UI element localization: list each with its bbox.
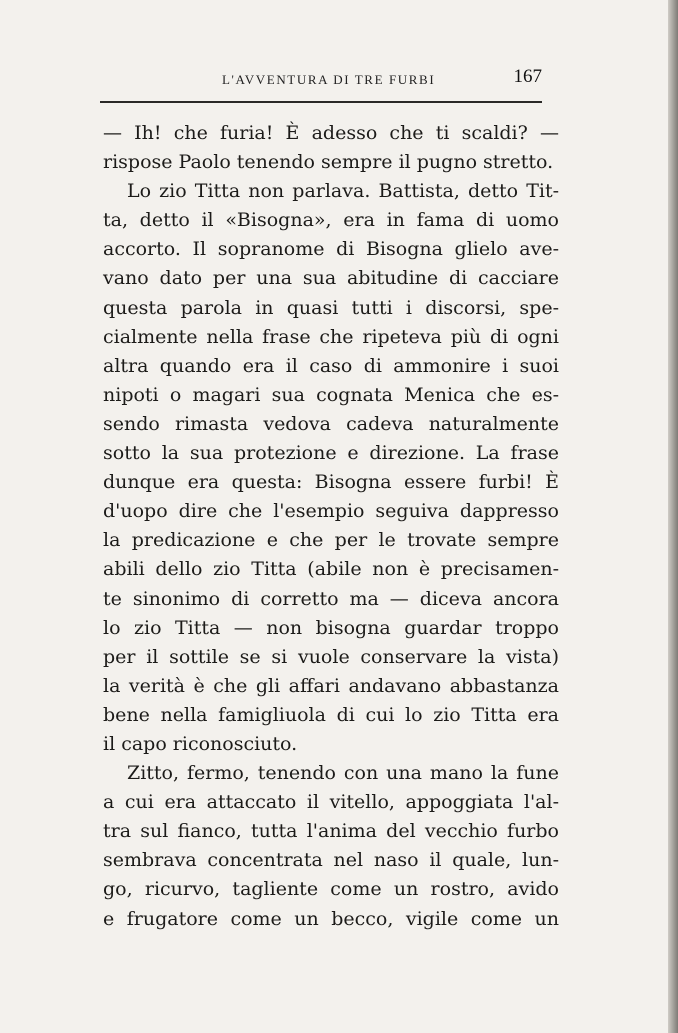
text-line: bene nella famigliuola di cui lo zio Titta era [103,703,559,726]
page-header [100,66,544,92]
text-line: altra quando era il caso di ammonire i suoi [103,354,559,377]
text-line: sendo rimasta vedova cadeva naturalmente [103,412,559,435]
text-line: accorto. Il sopranome di Bisogna glielo ave- [103,238,559,261]
text-line: questa parola in quasi tutti i discorsi, spe- [103,296,559,319]
text-line: — Ih! che furia! È adesso che ti scaldi? — [103,122,559,144]
page-number: 167 [513,66,542,87]
text-line: vano dato per una sua abitudine di cacciare [103,267,559,290]
text-line: e frugatore come un becco, vigile come un [103,907,559,930]
text-line: a cui era attaccato il vitello, appoggiata l'al- [103,791,559,814]
text-line: rispose Paolo tenendo sempre il pugno stretto. [103,151,554,174]
text-line: la verità è che gli affari andavano abbastanza [103,674,559,697]
header-rule [100,101,542,103]
page-edge-shadow [668,0,678,1033]
text-line: lo zio Titta — non bisogna guardar troppo [103,616,559,639]
text-line: Lo zio Titta non parlava. Battista, detto Tit- [127,180,559,203]
text-line: Zitto, fermo, tenendo con una mano la fune [127,762,559,785]
text-line: nipoti o magari sua cognata Menica che es- [103,383,559,406]
text-line: d'uopo dire che l'esempio seguiva dappresso [103,500,559,523]
text-line: dunque era questa: Bisogna essere furbi! È [103,471,559,494]
text-line: sembrava concentrata nel naso il quale, lun- [103,849,559,872]
text-line: te sinonimo di corretto ma — diceva ancora [103,587,559,610]
body-text [103,119,559,934]
text-line: cialmente nella frase che ripeteva più di ogni [103,325,559,348]
text-line: tra sul fianco, tutta l'anima del vecchio furbo [103,820,559,843]
text-line: la predicazione e che per le trovate sempre [103,529,559,552]
text-line: go, ricurvo, tagliente come un rostro, avido [103,878,559,901]
text-line: abili dello zio Titta (abile non è precisamen- [103,558,559,581]
text-line: ta, detto il «Bisogna», era in fama di uomo [103,209,559,232]
text-line: il capo riconosciuto. [103,732,298,755]
text-line: per il sottile se si vuole conservare la vista) [103,645,559,668]
running-title: L'AVVENTURA DI TRE FURBI [222,72,436,87]
text-line: sotto la sua protezione e direzione. La frase [103,442,559,465]
